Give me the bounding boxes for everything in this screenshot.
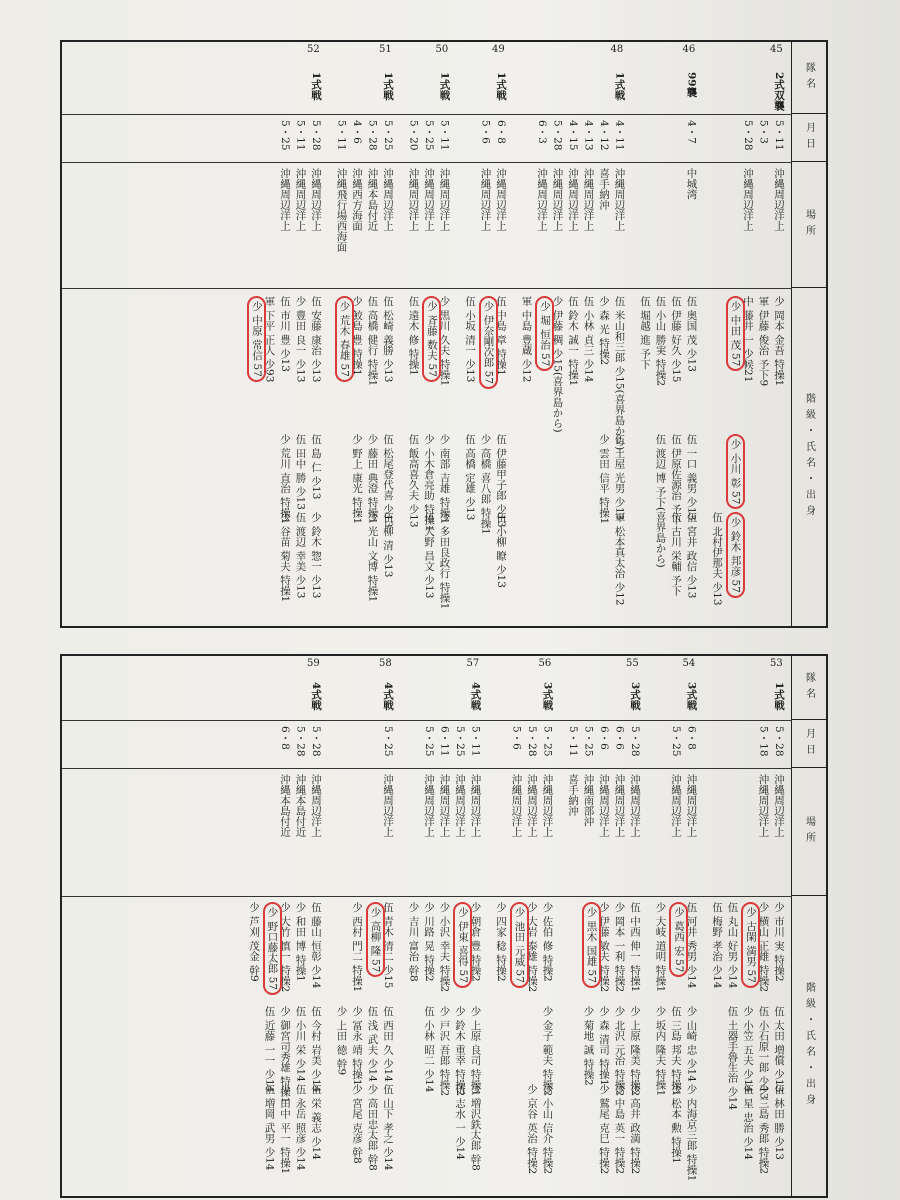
squad-name: 1式戦: [438, 72, 451, 101]
header-squad: 隊名: [792, 656, 826, 720]
place-cell: 沖縄本島付近: [294, 774, 307, 837]
rule: [62, 720, 792, 721]
personnel-entry: 少 伊藤 敏夫 特操2: [598, 902, 610, 993]
date-cell: 5・11: [567, 726, 579, 757]
place-cell: 沖縄周辺洋上: [510, 774, 523, 837]
squad-name: 2式双襲: [773, 72, 785, 111]
place-cell: 沖縄周辺洋上: [294, 168, 307, 231]
personnel-entry: 少 伊藤 稠 少15(喜界島から): [551, 296, 564, 433]
personnel-entry: 伍 大野 昌文 少13: [423, 512, 435, 599]
squad-number: 58: [379, 658, 392, 669]
personnel-entry: 少 戸沢 吾郎 特操2: [438, 1006, 451, 1097]
personnel-entry: 伍 遠木 修 特操1: [407, 296, 420, 376]
place-cell: 沖縄周辺洋上: [742, 168, 754, 231]
personnel-entry: 伍 梅野 孝治 少14: [711, 902, 723, 989]
place-cell: 沖縄周辺洋上: [526, 774, 538, 837]
personnel-entry: 軍 中島 豊蔵 少12: [520, 296, 533, 383]
personnel-entry: 少 西村 門二 特操1: [351, 902, 363, 993]
place-cell: 沖縄南部沖: [582, 774, 595, 827]
date-cell: 6・6: [598, 726, 610, 750]
personnel-entry: 少 池田 元威 57: [510, 902, 529, 988]
date-cell: 6・6: [613, 726, 626, 750]
personnel-entry: 伍 林田 勝 少13: [773, 1084, 785, 1160]
squad-number: 55: [626, 658, 639, 669]
header-place: 場所: [792, 162, 826, 288]
personnel-entry: 少 小山 信介 特操2: [541, 1084, 554, 1175]
personnel-entry: 軍 松本真太治 少12: [613, 512, 626, 606]
personnel-entry: 伍 田中 勝 少13: [294, 434, 307, 510]
personnel-entry: 伍 柳 清 少13: [382, 512, 394, 578]
rule: [62, 114, 792, 115]
date-cell: 5・25: [670, 726, 682, 757]
personnel-entry: 少 黒川 久夫 特操1: [438, 296, 451, 387]
date-cell: 4・6: [351, 120, 363, 144]
date-cell: 5・3: [757, 120, 770, 144]
date-cell: 6・11: [438, 726, 451, 757]
personnel-entry: 伍 藤山 恒彰 少14: [310, 902, 322, 989]
personnel-entry: 少 市川 実 特操2: [773, 902, 785, 982]
personnel-entry: 伍 小川 栄 少14: [294, 1006, 307, 1082]
date-cell: 5・28: [366, 120, 379, 151]
personnel-entry: 少 鈴木 重幸 特操2: [454, 1006, 466, 1097]
squad-name: 4式戦: [310, 682, 322, 711]
squad-number: 51: [379, 44, 392, 55]
personnel-entry: 伍 松崎 義勝 少13: [382, 296, 394, 383]
date-cell: 4・13: [582, 120, 595, 151]
personnel-entry: 少 光山 文博 特操1: [366, 512, 379, 603]
personnel-entry: 少 小川 彰 57: [726, 434, 745, 509]
place-cell: 沖縄周辺洋上: [310, 168, 322, 231]
personnel-entry: 少 宮尾 克彦 幹8: [351, 1084, 363, 1164]
personnel-entry: 伍 渡辺 幸美 少13: [294, 512, 307, 599]
personnel-entry: 少 伊東 喜得 57: [453, 902, 472, 988]
squad-number: 46: [682, 44, 696, 55]
place-cell: 沖縄周辺洋上: [454, 774, 466, 837]
personnel-entry: 伍 松尾登代喜 少13: [382, 434, 394, 528]
personnel-entry: 少 冨永 靖 特操1: [351, 1006, 363, 1086]
personnel-entry: 少 松本 勲 特操1: [670, 1084, 682, 1164]
place-cell: 沖縄周辺洋上: [382, 774, 394, 837]
date-cell: 4・15: [567, 120, 579, 151]
rule: [62, 162, 792, 163]
squad-name: 1式戦: [613, 72, 626, 101]
date-cell: 5・6: [479, 120, 492, 144]
date-cell: 5・25: [382, 120, 394, 151]
place-cell: 沖縄周辺洋上: [438, 168, 451, 231]
place-cell: 沖縄周辺洋上: [438, 774, 451, 837]
roster-table-top: [60, 40, 828, 628]
date-cell: 4・12: [598, 120, 610, 151]
date-cell: 5・6: [510, 726, 523, 750]
personnel-entry: 少 四家 稔 特操2: [495, 902, 507, 982]
date-cell: 5・28: [551, 120, 564, 151]
place-cell: 沖縄周辺洋上: [279, 168, 291, 231]
personnel-entry: 少 豊田 良一 少13: [294, 296, 307, 383]
header-column: [791, 656, 826, 1196]
personnel-entry: 少 荒木 春雄 57: [335, 296, 354, 382]
personnel-entry: 少 南部 吉雄 特操1: [438, 434, 451, 525]
personnel-entry: 少 鈴木 邦彦 57: [726, 512, 745, 598]
personnel-entry: 少 森 光 特操2: [598, 296, 610, 366]
place-cell: 沖縄周辺洋上: [685, 774, 698, 837]
date-cell: 5・11: [438, 120, 451, 151]
place-cell: 沖縄周辺洋上: [536, 168, 548, 231]
squad-number: 45: [770, 44, 783, 55]
personnel-entry: 伍 古川 栄輔 予下: [670, 512, 682, 596]
squad-number: 57: [466, 658, 480, 669]
personnel-entry: 伍 志水 一 少14: [454, 1084, 466, 1160]
squad-name: 1式戦: [773, 682, 785, 711]
date-cell: 5・25: [382, 726, 394, 757]
personnel-entry: 中 藤井 一 少候21: [742, 296, 754, 383]
rule: [62, 896, 792, 897]
personnel-entry: 伍 西田 久 少14: [382, 1006, 394, 1082]
personnel-entry: 伍 北村伊那夫 少13: [711, 512, 723, 606]
personnel-entry: 少 朝倉 豊 特操2: [469, 902, 482, 982]
personnel-entry: 伍 高橋 健行 特操1: [366, 296, 379, 387]
date-cell: 5・20: [407, 120, 420, 151]
personnel-entry: 少 伊奈剛次郎 57: [479, 296, 498, 389]
date-cell: 5・28: [294, 726, 307, 757]
place-cell: 沖縄西方海面: [351, 168, 363, 231]
personnel-entry: 軍 伊藤 俊治 予下9: [757, 296, 770, 387]
place-cell: 沖縄周辺洋上: [613, 168, 626, 231]
squad-name: 99襲: [685, 72, 698, 98]
personnel-entry: 少 坂内 隆夫 特操1: [654, 1006, 667, 1097]
personnel-entry: 伍 近藤 一一 少14: [263, 1006, 276, 1093]
place-cell: 沖縄周辺洋上: [757, 774, 770, 837]
personnel-entry: 伍 鈴木 誠一 特操1: [567, 296, 579, 387]
personnel-entry: 少 高橋 喜八郎 特操1: [479, 434, 492, 535]
place-cell: 沖縄周辺洋上: [773, 774, 785, 837]
personnel-entry: 少 藤田 典澄 特操1: [366, 434, 379, 525]
personnel-entry: 少 岡本 一利 特操2: [613, 902, 626, 993]
personnel-entry: 少 雲田 信平 特操1: [598, 434, 610, 525]
place-cell: 沖縄飛行場西海面: [335, 168, 348, 252]
personnel-entry: 伍 永岳 照彦 少14: [294, 1084, 307, 1171]
date-cell: 4・7: [685, 120, 698, 144]
squad-name: 4式戦: [469, 682, 482, 711]
personnel-entry: 伍 中西 伸一 特操1: [629, 902, 641, 993]
header-place: 場所: [792, 768, 826, 896]
personnel-entry: 少 田中 平一 特操1: [279, 1084, 291, 1175]
place-cell: 沖縄周辺洋上: [423, 168, 435, 231]
personnel-entry: 伍 飯高喜久夫 少13: [407, 434, 420, 528]
date-cell: 5・11: [335, 120, 348, 151]
personnel-entry: 少 芦刈 茂金 幹9: [248, 902, 260, 982]
date-cell: 5・25: [279, 120, 291, 151]
squad-number: 52: [307, 44, 320, 55]
personnel-entry: 少 菊地 誠 特操2: [582, 1006, 595, 1086]
personnel-entry: 軍 下平 正人 少93: [263, 296, 276, 383]
place-cell: 沖縄周辺洋上: [613, 774, 626, 837]
place-cell: 沖縄周辺洋上: [551, 168, 564, 231]
personnel-entry: 少 大岐 道明 特操1: [654, 902, 667, 993]
personnel-entry: 伍 増岡 武男 少14: [263, 1084, 276, 1171]
personnel-entry: 伍 土器手魯生治 少14: [726, 1006, 739, 1111]
header-person: 階級・氏名・出身: [803, 393, 815, 521]
squad-number: 56: [538, 658, 552, 669]
personnel-entry: 伍 青木 清二 少15: [382, 902, 394, 989]
personnel-entry: 伍 土屋 光男 少13: [613, 434, 626, 521]
date-cell: 6・3: [536, 120, 548, 144]
personnel-entry: 少 京谷 英治 特操2: [526, 1084, 538, 1175]
squad-number: 49: [492, 44, 505, 55]
place-cell: 沖縄本島付近: [279, 774, 291, 837]
header-column: [791, 42, 826, 626]
squad-number: 48: [610, 44, 624, 55]
personnel-entry: 少 吉川 富治 幹8: [407, 902, 420, 982]
place-cell: 沖縄本島付近: [366, 168, 379, 231]
place-cell: 沖縄周辺洋上: [629, 774, 641, 837]
personnel-entry: 少 小笠 五夫 少14: [742, 1006, 754, 1093]
date-cell: 5・11: [773, 120, 785, 151]
header-date: 月日: [792, 114, 826, 162]
roster-table-bottom: [60, 654, 828, 1198]
personnel-entry: 少 小沢 幸夫 特操2: [438, 902, 451, 993]
personnel-entry: 少 高田忠太郎 幹8: [366, 1084, 379, 1171]
rule: [62, 288, 792, 289]
date-cell: 5・25: [454, 726, 466, 757]
personnel-entry: 伍 小林 貞三 少14: [582, 296, 595, 383]
place-cell: 沖縄周辺洋上: [423, 774, 435, 837]
date-cell: 5・11: [294, 120, 307, 151]
personnel-entry: 伍 小山 勝実 特操2: [654, 296, 667, 387]
personnel-entry: 伍 三島 邦夫 特操1: [670, 1006, 682, 1097]
place-cell: 喜手納沖: [567, 774, 579, 816]
personnel-entry: 伍 栄 義志 少14: [310, 1084, 322, 1160]
personnel-entry: 伍 一口 義男 少13: [685, 434, 698, 521]
personnel-entry: 少 野上 康光 特操1: [351, 434, 363, 525]
date-cell: 5・25: [541, 726, 554, 757]
personnel-entry: 伍 高橋 定雄 少13: [464, 434, 476, 521]
personnel-entry: 少 内海京三郎 特操1: [685, 1084, 698, 1182]
place-cell: 沖縄周辺洋上: [670, 774, 682, 837]
personnel-entry: 少 黒木 国雄 57: [582, 902, 601, 988]
personnel-entry: 少 古閑 満男 57: [741, 902, 760, 988]
personnel-entry: 伍 堀越 進 予下: [639, 296, 651, 370]
personnel-entry: 伍 河井 秀男 少14: [685, 902, 698, 989]
place-cell: 沖縄周辺洋上: [310, 774, 322, 837]
personnel-entry: 少 北沢 元治 特操2: [613, 1006, 626, 1097]
personnel-entry: 少 岡本 金吾 特操1: [773, 296, 785, 387]
date-cell: 4・11: [613, 120, 626, 151]
squad-number: 50: [435, 44, 449, 55]
date-cell: 6・8: [279, 726, 291, 750]
squad-name: 3式戦: [685, 682, 698, 711]
squad-number: 53: [770, 658, 783, 669]
squad-name: 3式戦: [541, 682, 554, 711]
place-cell: 沖縄周辺洋上: [469, 774, 482, 837]
personnel-entry: 少 川路 晃 特操2: [423, 902, 435, 982]
squad-name: 3式戦: [629, 682, 641, 711]
header-date: 月日: [792, 720, 826, 768]
personnel-entry: 少 荒川 直治 特操1: [279, 434, 291, 525]
place-cell: 沖縄周辺洋上: [773, 168, 785, 231]
personnel-entry: 少 葛西 宏 57: [669, 902, 688, 977]
date-cell: 6・8: [495, 120, 507, 144]
personnel-entry: 伍 中島 章 特操1: [495, 296, 507, 376]
personnel-entry: 少 大竹 慎一 特操2: [279, 902, 291, 993]
personnel-entry: 伍 小石原一郎 少13: [757, 1006, 770, 1100]
personnel-entry: 伍 浅 武夫 少14: [366, 1006, 379, 1082]
personnel-entry: 伍 小坂 清一 少13: [464, 296, 476, 383]
personnel-entry: 伍 小柳 瞭 少13: [495, 512, 507, 588]
personnel-entry: 少 堀 恒治 57: [535, 296, 554, 371]
date-cell: 5・28: [526, 726, 538, 757]
squad-name: 4式戦: [382, 682, 394, 711]
personnel-entry: 少 小木倉亮助 特操1: [423, 434, 435, 532]
personnel-entry: 伍 小林 昭二 少14: [423, 1006, 435, 1093]
personnel-entry: 伍 丸山 好男 少14: [726, 902, 739, 989]
date-cell: 5・18: [757, 726, 770, 757]
squad-number: 54: [682, 658, 696, 669]
personnel-entry: 伍 渡辺 博 予下(喜界島から): [654, 434, 667, 568]
place-cell: 喜手納沖: [598, 168, 610, 210]
squad-number: 59: [307, 658, 320, 669]
personnel-entry: 少 山崎 忠 少14: [685, 1006, 698, 1082]
personnel-entry: 少 鷲尾 克巳 特操2: [598, 1084, 610, 1175]
personnel-entry: 少 上原 隆美 特操2: [629, 1006, 641, 1097]
personnel-entry: 伍 奥国 茂 少13: [685, 296, 698, 372]
personnel-entry: 少 増沢鉄太郎 幹8: [469, 1084, 482, 1171]
personnel-entry: 伍 星 忠治 少14: [742, 1084, 754, 1160]
personnel-entry: 伍 太田 増償 少13: [773, 1006, 785, 1093]
personnel-entry: 少 野口藤太郎 57: [263, 902, 282, 995]
personnel-entry: 少 中原 常信 57: [247, 296, 266, 382]
personnel-entry: 伍 島 仁 少13: [310, 434, 322, 500]
header-person: 階級・氏名・出身: [803, 982, 815, 1110]
place-cell: 沖縄周辺洋上: [407, 168, 420, 231]
squad-name: 1式戦: [382, 72, 394, 101]
personnel-entry: 少 上原 良司 特操1: [469, 1006, 482, 1097]
place-cell: 沖縄周辺洋上: [495, 168, 507, 231]
rule: [62, 768, 792, 769]
date-cell: 5・28: [629, 726, 641, 757]
personnel-entry: 伍 伊原佐源治 予下: [670, 434, 682, 525]
personnel-entry: 少 高井 政満 特操2: [629, 1084, 641, 1175]
date-cell: 5・28: [310, 120, 322, 151]
personnel-entry: 少 三島 秀郎 特操2: [757, 1084, 770, 1175]
personnel-entry: 少 佐伯 修 特操2: [541, 902, 554, 982]
personnel-entry: 少 上田 徳 幹9: [335, 1006, 348, 1076]
personnel-entry: 少 大岩 泰雄 特操2: [526, 902, 538, 993]
personnel-entry: 少 金子 範夫 特操2: [541, 1006, 554, 1097]
personnel-entry: 少 高柳 隆 57: [366, 902, 385, 977]
date-cell: 5・25: [423, 120, 435, 151]
personnel-entry: 少 多田良政行 特操1: [438, 512, 451, 610]
personnel-entry: 伍 今村 岩美 少14: [310, 1006, 322, 1093]
personnel-entry: 少 谷苗 菊夫 特操1: [279, 512, 291, 603]
personnel-entry: 少 中田 茂 57: [726, 296, 745, 371]
personnel-entry: 少 横山 正雄 特操2: [757, 902, 770, 993]
squad-name: 1式戦: [310, 72, 322, 101]
personnel-entry: 伍 宮井 政信 少13: [685, 512, 698, 599]
personnel-entry: 少 鮫島 豊 特操1: [351, 296, 363, 376]
place-cell: 沖縄周辺洋上: [567, 168, 579, 231]
squad-name: 1式戦: [495, 72, 507, 101]
place-cell: 沖縄周辺洋上: [582, 168, 595, 231]
date-cell: 5・11: [469, 726, 482, 757]
personnel-entry: 伍 伊藤甲子郎 少13: [495, 434, 507, 528]
date-cell: 5・28: [310, 726, 322, 757]
date-cell: 5・25: [582, 726, 595, 757]
personnel-entry: 伍 安藤 康治 少13: [310, 296, 322, 383]
personnel-entry: 少 森 清司 特操1: [598, 1006, 610, 1086]
place-cell: 中城湾: [685, 168, 698, 200]
personnel-entry: 少 中島 英一 特操2: [613, 1084, 626, 1175]
header-squad: 隊名: [792, 42, 826, 114]
place-cell: 沖縄周辺洋上: [541, 774, 554, 837]
place-cell: 沖縄周辺洋上: [479, 168, 492, 231]
personnel-entry: 少 鈴木 惣一 少13: [310, 512, 322, 599]
personnel-entry: 伍 山下 孝之 少14: [382, 1084, 394, 1171]
personnel-entry: 少 和田 博 特操1: [294, 902, 307, 982]
personnel-entry: 少 斉藤 数夫 57: [422, 296, 441, 382]
personnel-entry: 伍 市川 豊 少13: [279, 296, 291, 372]
date-cell: 5・28: [742, 120, 754, 151]
date-cell: 5・28: [773, 726, 785, 757]
personnel-entry: 少 御宮司秀雄 特操1: [279, 1006, 291, 1104]
personnel-entry: 伍 伊藤 好久 少15: [670, 296, 682, 383]
place-cell: 沖縄周辺洋上: [382, 168, 394, 231]
place-cell: 沖縄周辺洋上: [598, 774, 610, 837]
date-cell: 6・8: [685, 726, 698, 750]
personnel-entry: 伍 米山和三郎 少15(喜界島から): [613, 296, 626, 451]
date-cell: 5・25: [423, 726, 435, 757]
